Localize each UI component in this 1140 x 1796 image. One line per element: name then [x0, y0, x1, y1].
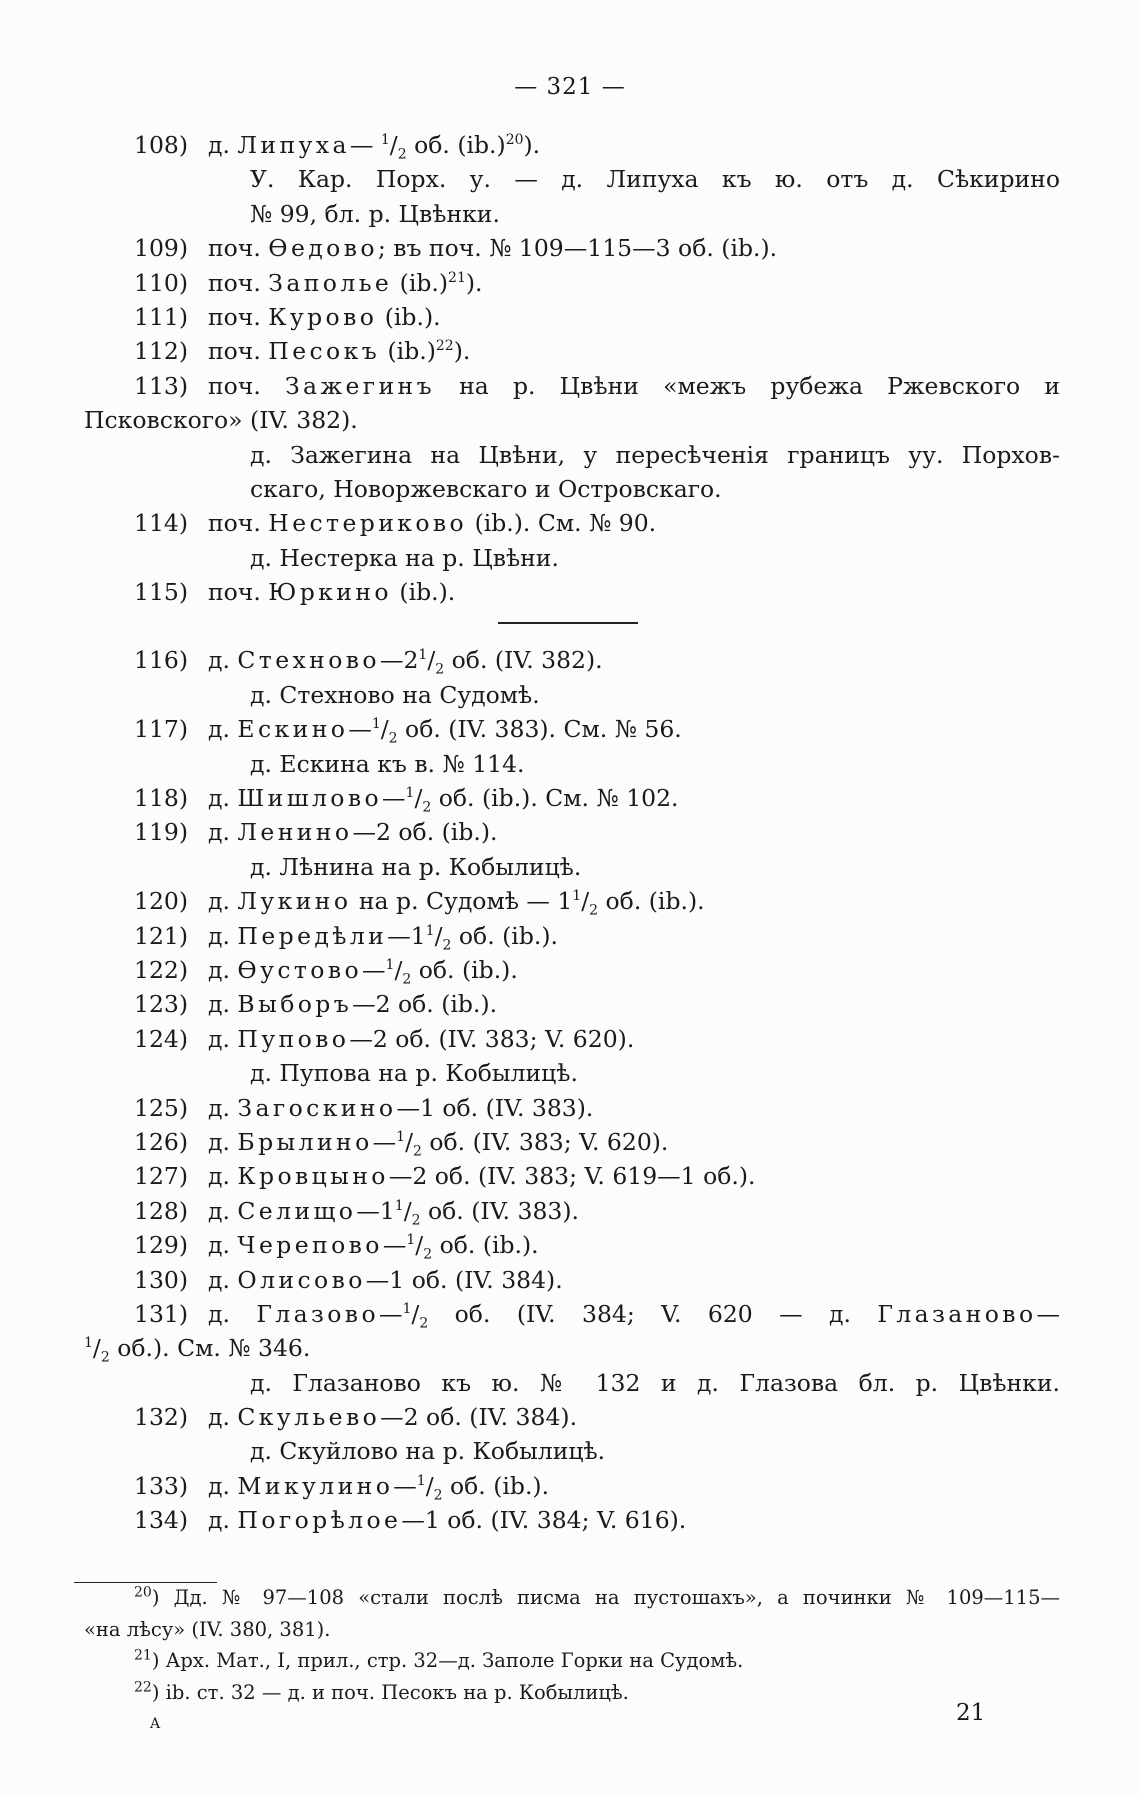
entry-note: д. Стехново на Судомѣ. [250, 680, 540, 709]
entry-text: д. $Шишлово—^1/_2$ об. (ib.). См. № 102. [208, 784, 679, 816]
fraction-numerator: 1 [405, 785, 415, 802]
entry-line [84, 953, 1060, 987]
fraction-numerator: 1 [402, 1301, 412, 1318]
entry-note: д. Лѣнина на р. Кобылицѣ. [250, 852, 582, 881]
fraction-denominator: 2 [433, 1487, 443, 1504]
place-name: Пупово [237, 1024, 350, 1053]
entry-text: д. $Передѣли—1^1/_2$ об. (ib.). [208, 921, 558, 954]
place-name: Ленино [237, 818, 353, 847]
separator-line [498, 622, 638, 624]
entry-number: 114) [134, 509, 189, 538]
entry-text: поч. Зажегинъ на р. Цвѣни «межъ рубежа Ржевского и [208, 371, 1060, 400]
fraction-denominator: 2 [422, 799, 432, 816]
continuation-line [84, 1434, 1060, 1468]
entry-text: д. Пупово—2 об. (IV. 383; V. 620). [208, 1024, 635, 1053]
entry-number: 128) [134, 1196, 189, 1225]
fraction-numerator: 1 [406, 1232, 416, 1249]
place-name: Загоскино [237, 1093, 397, 1122]
entry-text: д. Ленино—2 об. (ib.). [208, 818, 498, 847]
entry-text: д. $Стехново—2^1/_2$ об. (IV. 382). [208, 646, 603, 679]
continuation-line [84, 1366, 1060, 1400]
entry-line [84, 1297, 1060, 1331]
place-name: Брылино [237, 1127, 373, 1156]
place-name: Микулино [237, 1471, 394, 1500]
place-name: Олисово [237, 1265, 366, 1294]
entry-number: 120) [134, 887, 189, 916]
entry-line [84, 987, 1060, 1021]
place-name: Скульево [237, 1403, 381, 1432]
continuation-line [84, 1056, 1060, 1090]
entry-number: 131) [134, 1299, 189, 1328]
entry-note: д. Глазаново къ ю. № 132 и д. Глазова бл. р. Цвѣнки. [250, 1368, 1060, 1397]
place-name: Черепово [237, 1231, 383, 1260]
fraction-half: $^1/_2$ [396, 1127, 422, 1160]
fraction-half: $^1/_2$ [406, 1231, 433, 1263]
entry-number: 109) [134, 234, 189, 263]
entry-text: поч. Юркино (ib.). [208, 578, 456, 607]
place-name: Селищо [237, 1196, 357, 1225]
page-number-header: — 321 — [514, 74, 626, 100]
continuation-line [84, 850, 1060, 884]
place-name: Өустово [237, 955, 363, 984]
fraction-denominator: 2 [419, 1315, 429, 1332]
entry-note: д. Зажегина на Цвѣни, у пересѣченія границъ уу. Порхов- [250, 440, 1060, 469]
entry-text: д. Загоскино—1 об. (IV. 383). [208, 1093, 594, 1122]
entry-note: д. Ескина къ в. № 114. [250, 749, 525, 778]
fraction-numerator: 1 [394, 1197, 404, 1214]
entry-continuation: Псковского» (IV. 382). [84, 406, 358, 435]
fraction-numerator: 1 [425, 922, 435, 939]
fraction-numerator: 1 [416, 1473, 426, 1490]
entry-number: 127) [134, 1162, 189, 1191]
entry-number: 119) [134, 818, 189, 847]
entry-number: 113) [134, 371, 189, 400]
entry-text: д. $Ескино—^1/_2$ об. (IV. 383). См. № 56. [208, 715, 682, 747]
footnote-line [84, 1645, 1060, 1677]
entry-text: д. Липуха— $^1/_2$ об. $(ib.)^{20}$). [208, 131, 541, 163]
entry-number: 124) [134, 1024, 189, 1053]
entry-line [84, 231, 1060, 265]
entry-number: 117) [134, 715, 189, 744]
entry-number: 123) [134, 990, 189, 1019]
fraction-numerator: 1 [396, 1129, 406, 1146]
entry-text: д. Погорѣлое—1 об. (IV. 384; V. 616). [208, 1506, 687, 1535]
footnote-ref: 20 [505, 132, 524, 149]
entry-number: 111) [134, 302, 189, 331]
entry-number: 115) [134, 578, 189, 607]
fraction-denominator: 2 [589, 902, 599, 919]
fraction-numerator: 1 [572, 888, 582, 905]
fraction-denominator: 2 [402, 971, 412, 988]
entry-number: 116) [134, 646, 189, 675]
fraction-denominator: 2 [397, 146, 407, 163]
footnote-ref: 22 [435, 338, 454, 355]
entry-text: д. Скульево—2 об. (IV. 384). [208, 1403, 578, 1432]
entry-line [84, 1400, 1060, 1434]
continuation-line [84, 747, 1060, 781]
place-name: Өедово [268, 234, 378, 263]
entry-number: 133) [134, 1471, 189, 1500]
entry-line [84, 1194, 1060, 1228]
place-name: Передѣли [237, 921, 388, 950]
place-name: Липуха [237, 131, 350, 159]
place-name: Шишлово [237, 784, 383, 813]
entry-text: д. Лукино на р. Судомѣ — $1^1/_2$ об. (ib.). [208, 887, 705, 919]
entry-note: У. Кар. Порх. у. — д. Липуха къ ю. отъ д. Сѣкирино [250, 165, 1060, 194]
entry-line [84, 128, 1060, 162]
entry-text: поч. Өедово; въ поч. № 109—115—3 об. (ib.). [208, 234, 778, 263]
entry-text: д. $Селищо—1^1/_2$ об. (IV. 383). [208, 1196, 579, 1229]
entry-text: поч. Заполье $(ib.)^{21}$). [208, 268, 483, 297]
entry-note: д. Скуйлово на р. Кобылицѣ. [250, 1437, 606, 1466]
entry-line [84, 712, 1060, 746]
footnote-line [84, 1677, 1060, 1709]
footnotes [84, 1582, 1060, 1708]
fraction-half: $^1/_2$ [402, 1299, 429, 1332]
entry-text: д. $Глазово—^1/_2$ об. (IV. 384; V. 620 — д. Глазаново— [208, 1299, 1060, 1332]
fraction-numerator: 1 [380, 132, 390, 149]
entry-number: 125) [134, 1093, 189, 1122]
entry-line [84, 1263, 1060, 1297]
entry-line [84, 506, 1060, 540]
continuation-line [84, 403, 1060, 437]
fraction-half: $^1/_2$ [394, 1196, 421, 1229]
entry-line [84, 1469, 1060, 1503]
place-name: Юркино [268, 578, 392, 607]
footnote-continuation: «на лѣсу» (IV. 380, 381). [84, 1617, 331, 1641]
fraction-numerator: 1 [385, 957, 395, 974]
entry-line [84, 334, 1060, 368]
fraction-denominator: 2 [412, 1143, 422, 1160]
entry-note: № 99, бл. р. Цвѣнки. [250, 199, 500, 228]
entry-note: д. Нестерка на р. Цвѣни. [250, 543, 559, 572]
place-name: Курово [268, 302, 378, 331]
footnote-ref: 21 [448, 269, 466, 286]
entry-line [84, 266, 1060, 300]
place-name: Заполье [268, 268, 393, 297]
footnote-line [84, 1614, 1060, 1646]
entry-number: 122) [134, 955, 189, 984]
place-name: Лукино [237, 887, 352, 916]
fraction-half: $^1/_2$ [84, 1334, 110, 1366]
fraction-denominator: 2 [423, 1246, 433, 1263]
entry-list [84, 128, 1060, 1538]
entry-line [84, 919, 1060, 953]
entry-text: д. $Микулино—^1/_2$ об. (ib.). [208, 1471, 550, 1504]
entry-number: 112) [134, 337, 189, 366]
entry-text: д. Кровцыно—2 об. (IV. 383; V. 619—1 об.). [208, 1162, 756, 1191]
entry-text: д. $Өустово—^1/_2$ об. (ib.). [208, 955, 518, 988]
fraction-half: $^1/_2$ [380, 131, 407, 163]
continuation-line [84, 541, 1060, 575]
place-name: Выборъ [237, 990, 353, 1019]
entry-line [84, 1503, 1060, 1537]
fraction-numerator: 1 [371, 716, 381, 733]
signature-mark: A [150, 1716, 161, 1732]
entry-line [84, 1125, 1060, 1159]
continuation-line [84, 438, 1060, 472]
entry-note: скаго, Новоржевскаго и Островскаго. [250, 474, 722, 503]
continuation-line [84, 197, 1060, 231]
footnote-mark: 21 [134, 1647, 152, 1664]
continuation-line [84, 1331, 1060, 1365]
footnote-mark: 20 [134, 1584, 152, 1601]
place-name: Кровцыно [237, 1162, 389, 1191]
fraction-denominator: 2 [411, 1212, 421, 1229]
entry-number: 134) [134, 1506, 189, 1535]
entry-line [84, 815, 1060, 849]
fraction-half: $^1/_2$ [418, 646, 445, 679]
place-name: Нестериково [268, 509, 468, 538]
fraction-half: $^1/_2$ [385, 955, 412, 988]
section-separator [84, 609, 1060, 643]
entry-line [84, 575, 1060, 609]
continuation-line [84, 162, 1060, 196]
entry-text: поч. Песокъ $(ib.)^{22}$). [208, 337, 471, 366]
entry-line [84, 781, 1060, 815]
entry-line [84, 369, 1060, 403]
footnote-mark: 22 [134, 1679, 152, 1695]
entry-text: д. $Брылино—^1/_2$ об. (IV. 383; V. 620). [208, 1127, 669, 1160]
entry-number: 130) [134, 1265, 189, 1294]
entry-text: д. Выборъ—2 об. (ib.). [208, 990, 498, 1019]
entry-number: 126) [134, 1127, 189, 1156]
fraction-denominator: 2 [100, 1349, 110, 1366]
entry-text: д. $Черепово—^1/_2$ об. (ib.). [208, 1231, 539, 1263]
entry-number: 118) [134, 784, 189, 813]
entry-text: поч. Курово (ib.). [208, 302, 441, 331]
footnote-text: $^{20}$) Дд. № 97—108 «стали послѣ писма на пустошахъ», а починки № 109—115— [134, 1584, 1060, 1609]
entry-line [84, 1159, 1060, 1193]
entry-number: 132) [134, 1403, 189, 1432]
place-name: Глазаново [877, 1299, 1037, 1328]
signature-folio: 21 [956, 1700, 986, 1726]
entry-line [84, 1022, 1060, 1056]
fraction-half: $^1/_2$ [572, 887, 599, 919]
entry-line [84, 884, 1060, 918]
entry-number: 108) [134, 131, 189, 159]
entry-note: д. Пупова на р. Кобылицѣ. [250, 1059, 578, 1088]
fraction-half: $^1/_2$ [371, 715, 398, 747]
continuation-line [84, 472, 1060, 506]
fraction-half: $^1/_2$ [425, 921, 452, 954]
place-name: Ескино [237, 715, 349, 744]
fraction-denominator: 2 [388, 730, 398, 747]
entry-number: 121) [134, 921, 189, 950]
fraction-half: $^1/_2$ [405, 784, 432, 816]
entry-number: 110) [134, 268, 189, 297]
place-name: Стехново [237, 646, 380, 675]
continuation-line [84, 678, 1060, 712]
fraction-half: $^1/_2$ [416, 1471, 443, 1504]
entry-text: поч. Нестериково (ib.). См. № 90. [208, 509, 657, 538]
place-name: Погорѣлое [237, 1506, 402, 1535]
fraction-denominator: 2 [442, 937, 452, 954]
entry-continuation: $^1/_2$ об.). См. № 346. [84, 1334, 311, 1366]
footnote-text: $^{21}$) Арх. Мат., I, прил., стр. 32—д. Заполе Горки на Судомѣ. [134, 1647, 744, 1672]
place-name: Зажегинъ [285, 371, 435, 400]
fraction-numerator: 1 [418, 647, 428, 664]
entry-text: д. Олисово—1 об. (IV. 384). [208, 1265, 563, 1294]
entry-line [84, 300, 1060, 334]
place-name: Глазово [256, 1299, 379, 1328]
place-name: Песокъ [268, 337, 381, 366]
entry-line [84, 643, 1060, 677]
entry-line [84, 1228, 1060, 1262]
fraction-numerator: 1 [84, 1335, 93, 1352]
entry-number: 129) [134, 1231, 189, 1260]
fraction-denominator: 2 [435, 662, 445, 679]
entry-line [84, 1091, 1060, 1125]
footnote-text: $^{22}$) ib. ст. 32 — д. и поч. Песокъ на р. Кобылицѣ. [134, 1679, 629, 1704]
footnote-line [84, 1582, 1060, 1614]
